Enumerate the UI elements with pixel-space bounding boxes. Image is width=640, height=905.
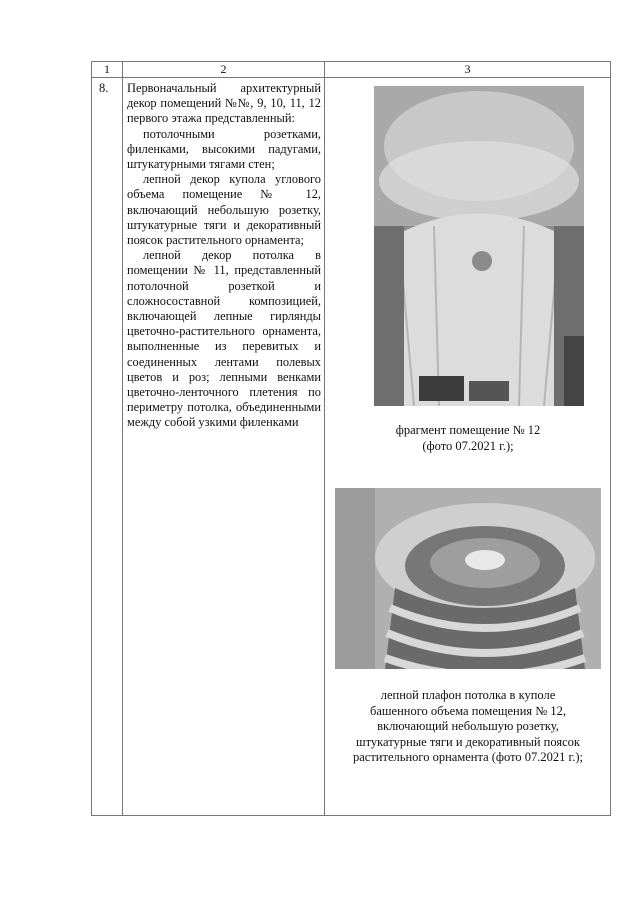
dome-ceiling-photo [335,488,601,669]
header-col-2: 2 [123,62,325,78]
photos-cell [325,78,611,816]
decor-description [123,78,325,816]
caption-line: (фото 07.2021 г.); [422,438,514,453]
table-header-row [92,62,611,78]
description-paragraph: потолочными розетками, филенками, высокими падугами, штукатурными тягами стен; [127,126,321,172]
photo1-caption [325,423,611,454]
caption-line: растительного орнамента (фото 07.2021 г.); [353,750,583,764]
header-col-1: 1 [92,62,123,78]
caption-line: башенного объема помещения № 12, [370,703,566,718]
monument-table [91,61,611,816]
table-row [92,78,611,816]
caption-line: штукатурные тяги и декоративный поясок [356,734,580,749]
room-12-fragment-photo [374,86,584,406]
caption-line: включающий небольшую розетку, [377,719,559,733]
description-paragraph: Первоначальный архитектурный декор помещений №№, 9, 10, 11, 12 первого этажа представленный: [127,81,321,126]
description-paragraph: лепной декор потолка в помещении № 11, представленный потолочной розеткой и сложносоставной композицией, включающей лепные гирлянды цветочно-растительного орнамента, выполненные из перевитых и соединенных лентами полевых цветов и роз; лепными венками цветочно-ленточного плетения по периметру потолка, объединенными между собой узкими филенками [127,248,321,430]
row-number: 8. [92,78,123,816]
header-col-3: 3 [325,62,611,78]
description-paragraph: лепной декор купола углового объема помещение № 12, включающий небольшую розетку, штукатурные тяги и декоративный поясок растительного орнамента; [127,172,321,248]
caption-line: фрагмент помещение № 12 [395,423,541,437]
photo2-caption [325,688,611,766]
caption-line: лепной плафон потолка в куполе [380,688,556,702]
